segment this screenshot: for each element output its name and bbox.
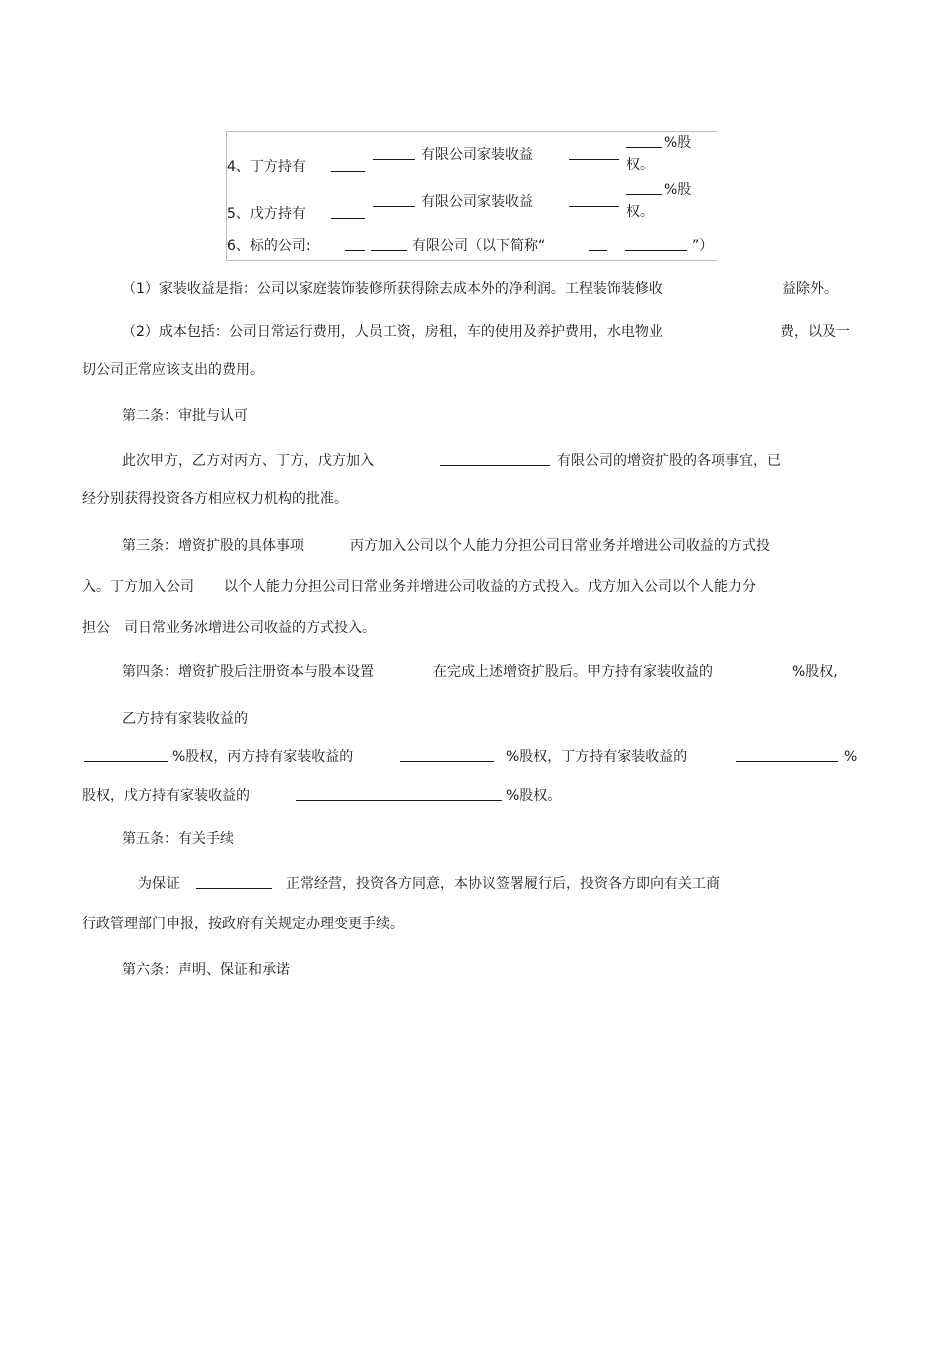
article-4-line4b: %股权。	[506, 788, 562, 804]
row-6-text: 有限公司（以下简称“	[412, 238, 546, 254]
blank-field	[569, 146, 619, 165]
article-3-line3a: 担公	[82, 620, 110, 636]
article-4-line3b: %股权，丁方持有家装收益的	[506, 749, 688, 765]
note-2-cont: 切公司正常应该支出的费用。	[82, 362, 264, 378]
blank-field	[626, 181, 662, 200]
article-5-text-a: 为保证	[138, 876, 180, 892]
article-5-cont: 行政管理部门申报，按政府有关规定办理变更手续。	[82, 916, 404, 932]
article-4-line3c: %	[844, 749, 858, 765]
article-3-line3b: 司日常业务冰增进公司收益的方式投入。	[124, 620, 376, 636]
blank-field	[736, 748, 838, 767]
article-4-title: 第四条：增资扩股后注册资本与股本设置	[122, 664, 374, 680]
row-5-mid: 有限公司家装收益	[421, 194, 533, 210]
blank-field	[373, 146, 415, 165]
note-1: （1）家装收益是指：公司以家庭装饰装修所获得除去成本外的净利润。工程装饰装修收	[122, 281, 663, 297]
blank-field	[371, 237, 407, 256]
row-4-mid: 有限公司家装收益	[421, 147, 533, 163]
row-5-pct: %股	[664, 182, 692, 198]
blank-field	[589, 237, 607, 256]
article-4-line4a: 股权，戊方持有家装收益的	[82, 788, 250, 804]
row-5-unit: 权。	[626, 204, 654, 220]
article-4-line3a: %股权，丙方持有家装收益的	[172, 749, 354, 765]
blank-field	[625, 237, 687, 256]
article-4-line2: 乙方持有家装收益的	[122, 711, 248, 727]
row-4-pct: %股	[664, 135, 692, 151]
article-4-pct: %股权,	[792, 664, 838, 680]
article-3-text: 丙方加入公司以个人能力分担公司日常业务并增进公司收益的方式投	[350, 538, 770, 554]
blank-field	[373, 193, 415, 212]
row-6-close: ”）	[692, 238, 714, 254]
blank-field	[331, 158, 365, 177]
article-2-text: 此次甲方，乙方对丙方、丁方，戊方加入	[122, 453, 374, 469]
blank-field	[400, 748, 494, 767]
blank-field	[569, 193, 619, 212]
article-2-title: 第二条：审批与认可	[122, 408, 248, 424]
row-5-label: 5、戊方持有	[227, 206, 306, 222]
article-3-line2a: 入。丁方加入公司	[82, 579, 194, 595]
note-2: （2）成本包括：公司日常运行费用，人员工资，房租，车的使用及养护费用，水电物业	[122, 324, 663, 340]
row-4-label: 4、丁方持有	[227, 159, 306, 175]
blank-field	[331, 205, 365, 224]
note-2-tail: 费，以及一	[780, 324, 850, 340]
article-2-cont: 经分别获得投资各方相应权力机构的批准。	[82, 491, 348, 507]
blank-field	[626, 134, 662, 153]
article-6-title: 第六条：声明、保证和承诺	[122, 962, 290, 978]
article-2-text-b: 有限公司的增资扩股的各项事宜，已	[557, 453, 781, 469]
row-4-unit: 权。	[626, 157, 654, 173]
blank-field	[196, 875, 272, 894]
shareholding-table	[226, 131, 717, 261]
blank-field	[296, 787, 502, 806]
article-5-text-b: 正常经营，投资各方同意，本协议签署履行后，投资各方即向有关工商	[286, 876, 720, 892]
article-4-text: 在完成上述增资扩股后。甲方持有家装收益的	[433, 664, 713, 680]
blank-field	[345, 237, 365, 256]
article-3-line2b: 以个人能力分担公司日常业务并增进公司收益的方式投入。戊方加入公司以个人能力分	[224, 579, 756, 595]
blank-field	[84, 748, 168, 767]
row-6-label: 6、标的公司:	[227, 238, 311, 254]
blank-field	[440, 452, 550, 471]
note-1-tail: 益除外。	[782, 281, 838, 297]
article-5-title: 第五条：有关手续	[122, 831, 234, 847]
article-3-title: 第三条：增资扩股的具体事项	[122, 538, 304, 554]
